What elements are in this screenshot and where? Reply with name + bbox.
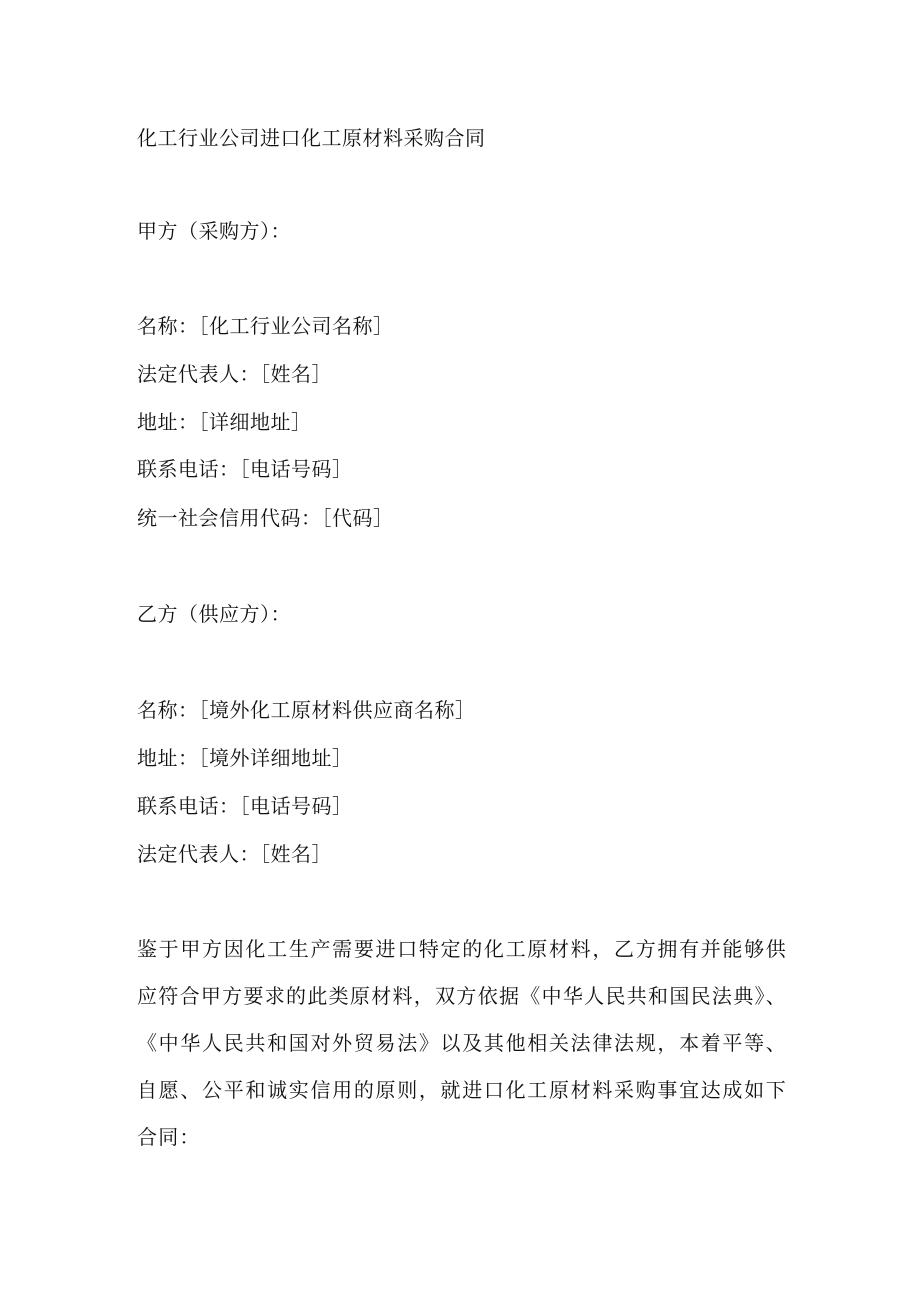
party-b-phone: 联系电话：［电话号码］ bbox=[137, 794, 353, 818]
party-b-name: 名称：［境外化工原材料供应商名称］ bbox=[137, 698, 476, 722]
party-b-legal-rep: 法定代表人：［姓名］ bbox=[137, 842, 332, 866]
party-b-address: 地址：［境外详细地址］ bbox=[137, 746, 353, 770]
party-a-credit-code: 统一社会信用代码：［代码］ bbox=[137, 506, 394, 530]
document-title: 化工行业公司进口化工原材料采购合同 bbox=[137, 126, 486, 150]
party-a-phone: 联系电话：［电话号码］ bbox=[137, 457, 353, 481]
party-a-name: 名称：［化工行业公司名称］ bbox=[137, 314, 394, 338]
party-a-heading: 甲方（采购方）： bbox=[137, 219, 291, 243]
party-b-heading: 乙方（供应方）： bbox=[137, 602, 291, 626]
party-a-address: 地址：［详细地址］ bbox=[137, 410, 312, 434]
party-a-legal-rep: 法定代表人：［姓名］ bbox=[137, 362, 332, 386]
preamble-paragraph: 鉴于甲方因化工生产需要进口特定的化工原材料，乙方拥有并能够供应符合甲方要求的此类原材料，双方依据《中华人民共和国民法典》、《中华人民共和国对外贸易法》以及其他相关法律法规，本着平等、自愿、公平和诚实信用的原则，就进口化工原材料采购事宜达成如下合同： bbox=[137, 937, 787, 1149]
